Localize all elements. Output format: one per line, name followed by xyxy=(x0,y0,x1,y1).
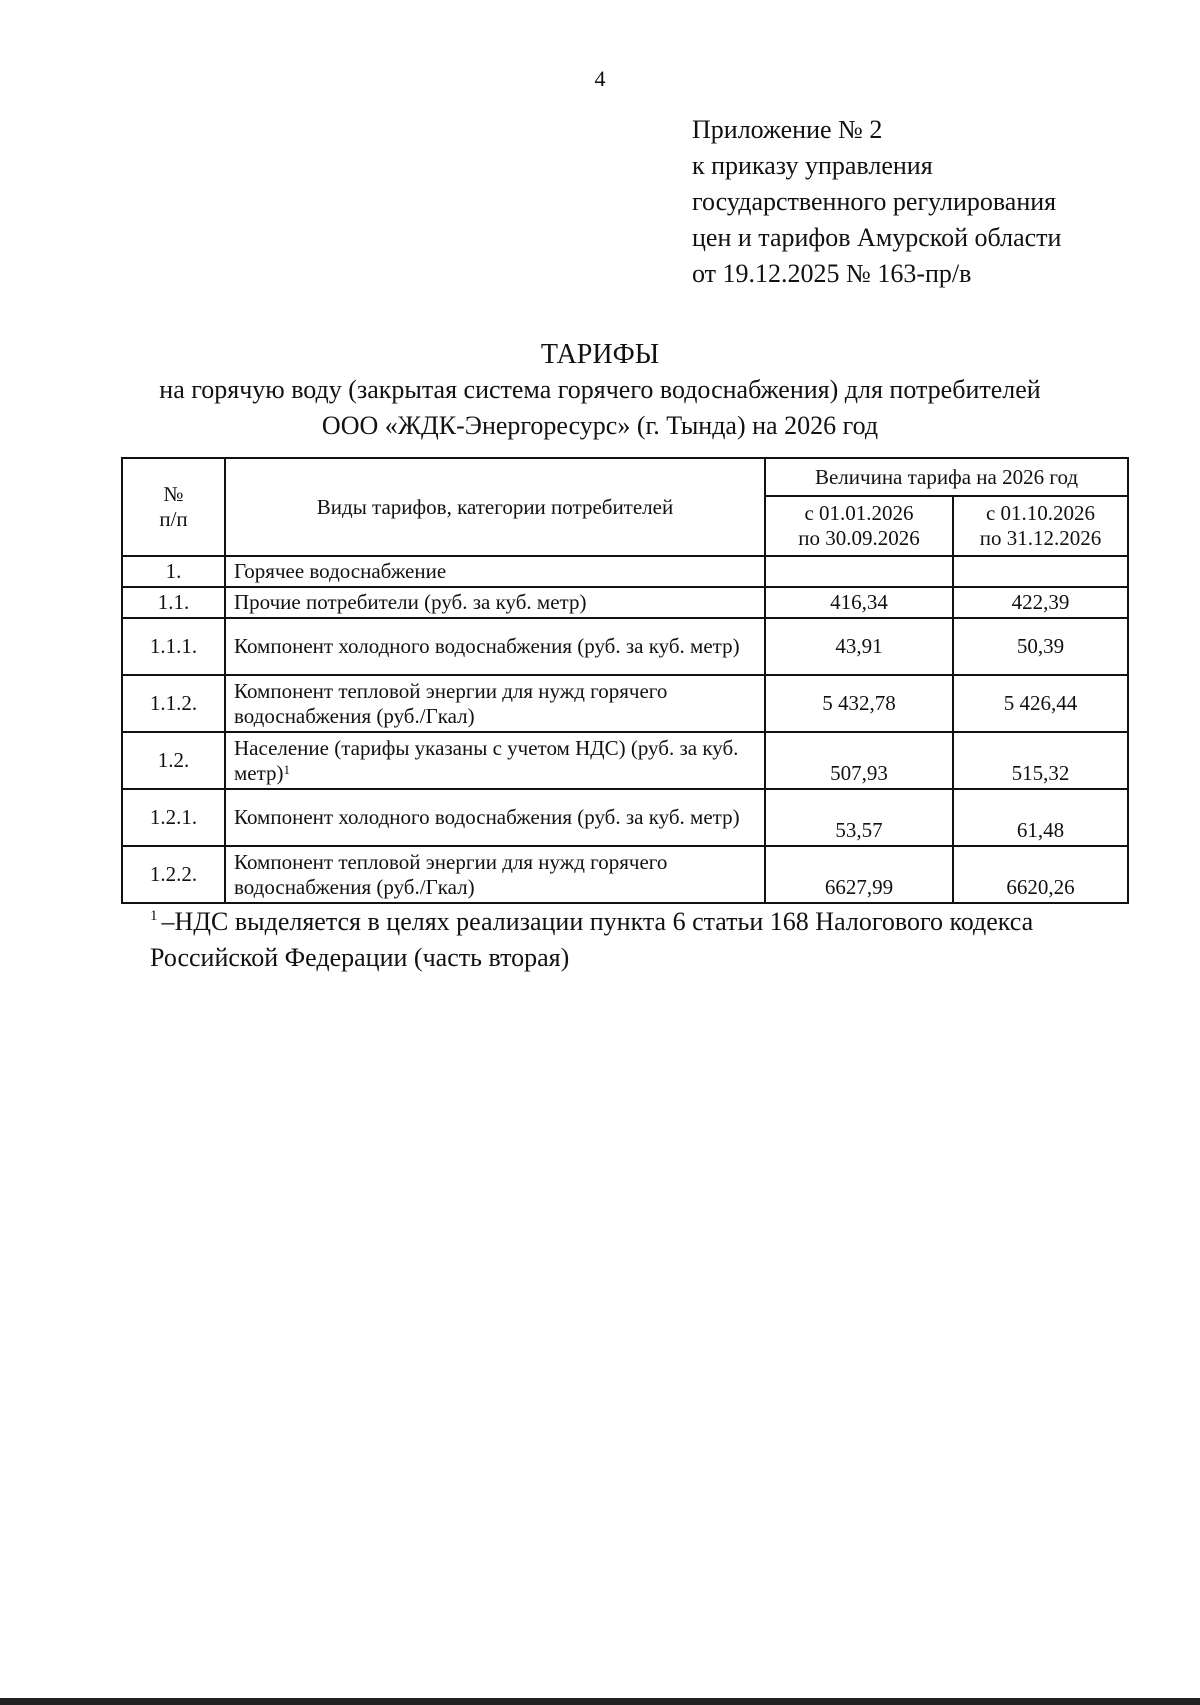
header-tariff-group: Величина тарифа на 2026 год xyxy=(765,458,1128,496)
footnote-mark: 1 xyxy=(150,908,158,924)
appendix-line: государственного регулирования xyxy=(692,187,1057,216)
row-value-period-2: 50,39 xyxy=(953,618,1128,675)
row-value-period-1: 53,57 xyxy=(765,789,953,846)
row-name: Компонент тепловой энергии для нужд горячего водоснабжения (руб./Гкал) xyxy=(225,675,765,732)
appendix-block xyxy=(692,112,1061,292)
row-name: Прочие потребители (руб. за куб. метр) xyxy=(225,587,765,618)
row-value-period-1: 416,34 xyxy=(765,587,953,618)
header-period-label: по 30.09.2026 xyxy=(798,526,920,550)
header-name: Виды тарифов, категории потребителей xyxy=(225,458,765,556)
row-value-period-2: 5 426,44 xyxy=(953,675,1128,732)
row-value-period-1: 5 432,78 xyxy=(765,675,953,732)
footnote-text: –НДС выделяется в целях реализации пункта 6 статьи 168 Налогового кодекса xyxy=(161,907,1034,936)
appendix-line: цен и тарифов Амурской области xyxy=(692,223,1062,252)
row-value-period-2: 6620,26 xyxy=(953,846,1128,903)
footnote-line xyxy=(150,904,1033,940)
row-name: Компонент холодного водоснабжения (руб. за куб. метр) xyxy=(225,789,765,846)
row-value-period-2 xyxy=(953,556,1128,587)
table-row xyxy=(122,675,1128,732)
footnote xyxy=(150,904,1033,976)
row-num: 1.1.2. xyxy=(122,675,225,732)
table-row xyxy=(122,587,1128,618)
document-title: ТАРИФЫ xyxy=(540,339,660,370)
header-period-2 xyxy=(953,496,1128,556)
row-value-period-1 xyxy=(765,556,953,587)
row-value-period-1: 507,93 xyxy=(765,732,953,789)
row-num: 1.1.1. xyxy=(122,618,225,675)
row-name xyxy=(225,732,765,789)
row-value-period-1: 6627,99 xyxy=(765,846,953,903)
table-row xyxy=(122,732,1128,789)
footnote-line: Российской Федерации (часть вторая) xyxy=(150,943,570,972)
row-name: Горячее водоснабжение xyxy=(225,556,765,587)
row-num: 1. xyxy=(122,556,225,587)
appendix-line: Приложение № 2 xyxy=(692,115,883,144)
row-value-period-1: 43,91 xyxy=(765,618,953,675)
row-name: Компонент тепловой энергии для нужд горячего водоснабжения (руб./Гкал) xyxy=(225,846,765,903)
document-subtitle: ООО «ЖДК-Энергоресурс» (г. Тында) на 2026 год xyxy=(321,411,879,440)
row-name-text: Население (тарифы указаны с учетом НДС) (руб. за куб. метр) xyxy=(234,735,739,785)
header-num xyxy=(122,458,225,556)
table-row xyxy=(122,618,1128,675)
header-period-label: с 01.10.2026 xyxy=(985,501,1096,525)
header-num-label: п/п xyxy=(159,507,188,531)
appendix-line: от 19.12.2025 № 163-пр/в xyxy=(692,259,972,288)
row-num: 1.1. xyxy=(122,587,225,618)
row-name: Компонент холодного водоснабжения (руб. за куб. метр) xyxy=(225,618,765,675)
header-period-label: с 01.01.2026 xyxy=(804,501,914,525)
table-row xyxy=(122,846,1128,903)
appendix-line: к приказу управления xyxy=(692,151,933,180)
footnote-mark: 1 xyxy=(283,761,291,777)
row-num: 1.2.1. xyxy=(122,789,225,846)
header-period-1 xyxy=(765,496,953,556)
table-row xyxy=(122,556,1128,587)
tariff-table xyxy=(121,457,1129,904)
row-num: 1.2.2. xyxy=(122,846,225,903)
row-value-period-2: 515,32 xyxy=(953,732,1128,789)
header-num-label: № xyxy=(163,482,184,506)
row-value-period-2: 422,39 xyxy=(953,587,1128,618)
title-block xyxy=(0,338,1200,444)
scan-bottom-edge xyxy=(0,1698,1200,1705)
row-num: 1.2. xyxy=(122,732,225,789)
document-subtitle: на горячую воду (закрытая система горячего водоснабжения) для потребителей xyxy=(159,375,1041,404)
page-number: 4 xyxy=(594,66,606,91)
row-value-period-2: 61,48 xyxy=(953,789,1128,846)
table-row xyxy=(122,789,1128,846)
header-period-label: по 31.12.2026 xyxy=(979,526,1102,550)
